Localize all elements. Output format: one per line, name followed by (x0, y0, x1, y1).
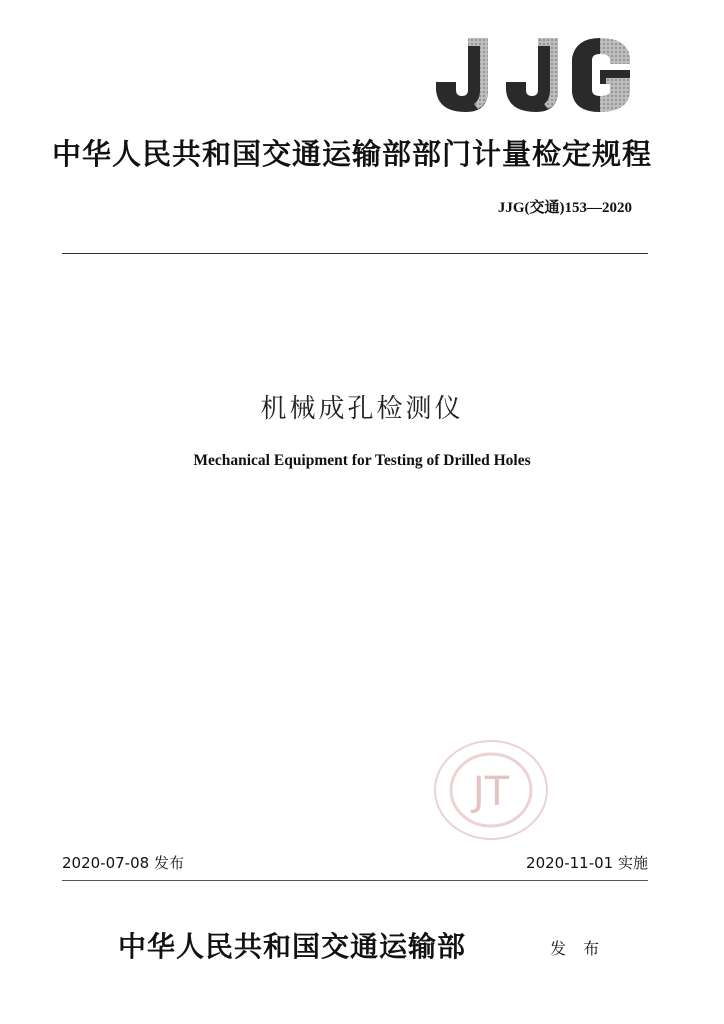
jjg-logo-icon (430, 34, 636, 116)
issue-date: 2020-07-08 发布 (62, 854, 184, 872)
document-title-english: Mechanical Equipment for Testing of Drilled Holes (193, 452, 531, 469)
footer-divider (62, 880, 648, 881)
stamp-text: JT (472, 769, 510, 815)
effective-date: 2020-11-01 实施 (526, 854, 648, 872)
standard-code: JJG(交通)153—2020 (497, 200, 632, 216)
issuing-authority-heading: 中华人民共和国交通运输部部门计量检定规程 (52, 137, 653, 171)
publish-label: 发 布 (550, 939, 606, 958)
document-title-chinese: 机械成孔检测仪 (260, 394, 464, 424)
publisher-name: 中华人民共和国交通运输部 (118, 930, 467, 963)
header-divider (62, 253, 648, 254)
jt-stamp-icon (432, 738, 550, 842)
